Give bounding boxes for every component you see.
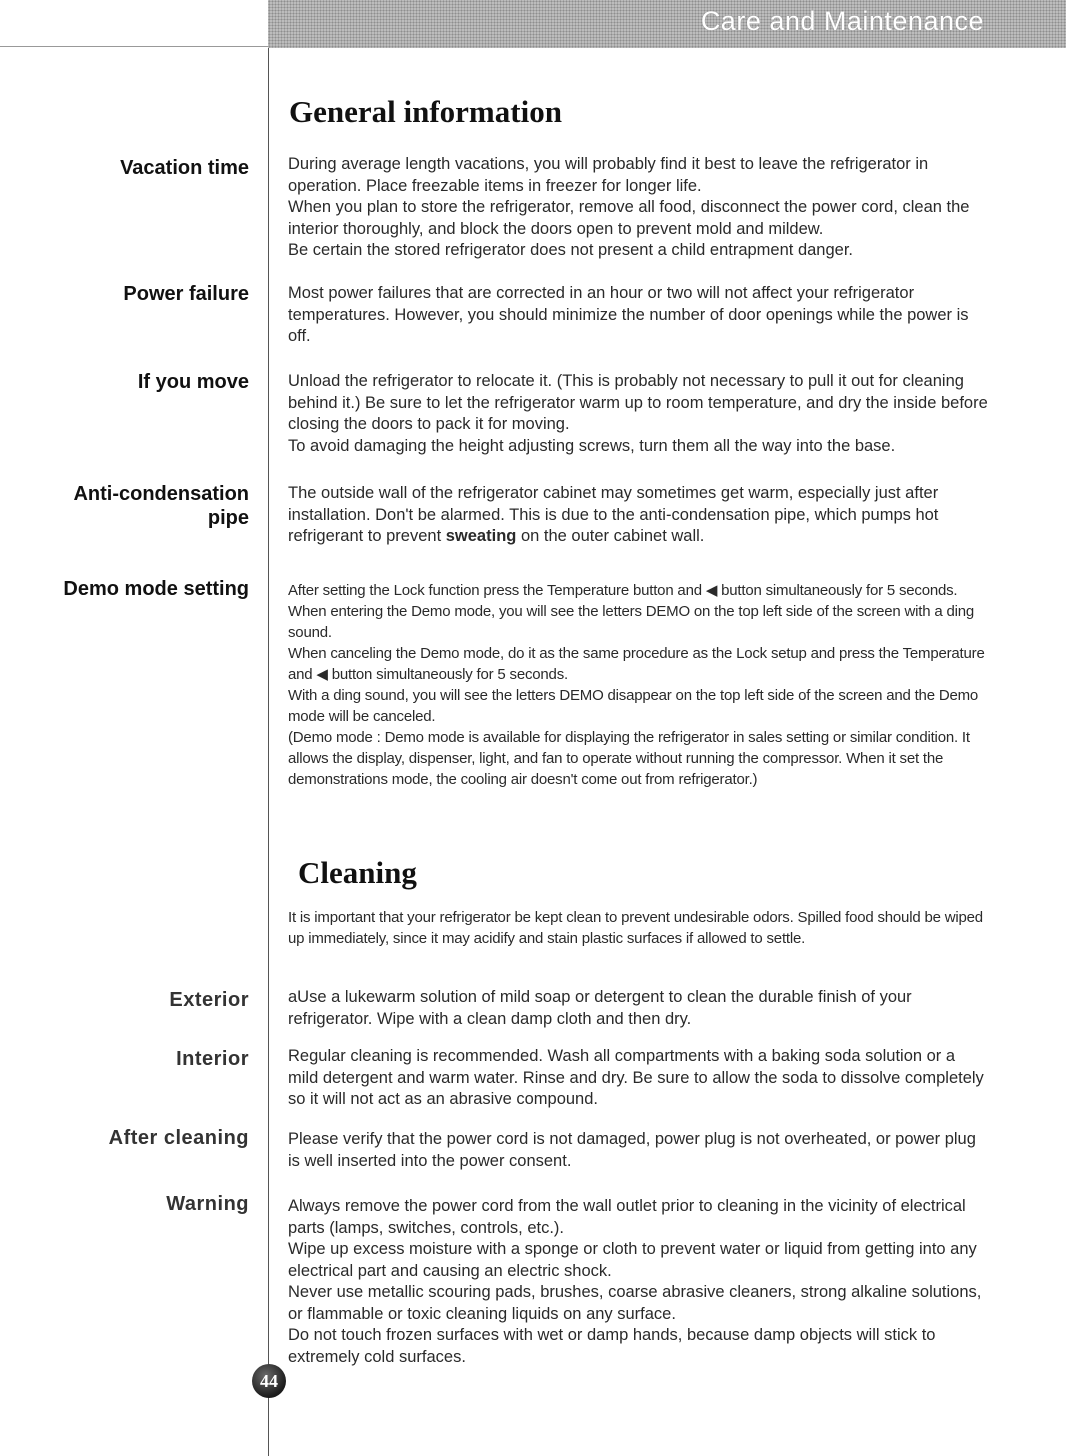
- section-title: Care and Maintenance: [700, 6, 984, 36]
- anti-condensation-label-line2: pipe: [207, 507, 249, 529]
- warning-label: Warning: [166, 1193, 249, 1215]
- demo-mode-text: After setting the Lock function press the Temperature button and ◀ button simultaneously for 5 seconds. When entering the Demo mode, you will see the letters DEMO on the top left side of the screen with a ding sound. When canceling the Demo mode, do it as the same procedure as the Lock setup and press the Temperature and ◀ button simultaneously for 5 seconds. With a ding sound, you will see the letters DEMO disappear on the top left side of the screen and the Demo mode will be canceled. (Demo mode : Demo mode is available for displaying the refrigerator in sales setting or similar condition. It allows the display, dispenser, light, and fan to operate without running the compressor. When it set the demonstrations mode, the cooling air doesn't come out from refrigerator.): [288, 582, 985, 788]
- header-rule: [0, 46, 268, 47]
- exterior-text: aUse a lukewarm solution of mild soap or detergent to clean the durable finish of your refrigerator. Wipe with a clean damp cloth and then dry.: [288, 988, 912, 1028]
- if-you-move-text: Unload the refrigerator to relocate it. (This is probably not necessary to pull it out for cleaning behind it.) Be sure to let the refrigerator warm up to room temperature, and dry the inside before closing the doors to pack it for moving. To avoid damaging the height adjusting screws, turn them all the way into the base.: [288, 372, 988, 455]
- demo-mode-label: Demo mode setting: [63, 578, 249, 600]
- vacation-time-label: Vacation time: [120, 157, 249, 179]
- vacation-time-text: During average length vacations, you will probably find it best to leave the refrigerator in operation. Place freezable items in freezer for longer life. When you plan to store the refrigerator, remove all food, disconnect the power cord, clean the interior thoroughly, and block the doors open to prevent mold and mildew. Be certain the stored refrigerator does not present a child entrapment danger.: [288, 155, 970, 259]
- after-cleaning-label: After cleaning: [108, 1127, 249, 1149]
- anti-condensation-text-part1: The outside wall of the refrigerator cabinet may sometimes get warm, especially just after installation. Don't be alarmed. This is due to the anti-condensation pipe, which pumps hot refrigerant to prevent: [288, 484, 939, 545]
- power-failure-text: Most power failures that are corrected in an hour or two will not affect your refrigerator temperatures. However, you should minimize the number of door openings while the power is off.: [288, 284, 969, 345]
- exterior-label: Exterior: [169, 989, 249, 1011]
- anti-condensation-text-part2: on the outer cabinet wall.: [516, 527, 705, 545]
- interior-label: Interior: [176, 1048, 249, 1070]
- page-number-badge: 44: [252, 1364, 286, 1398]
- sweating-word: sweating: [445, 527, 517, 545]
- warning-text: Always remove the power cord from the wall outlet prior to cleaning in the vicinity of electrical parts (lamps, switches, controls, etc.). Wipe up excess moisture with a sponge or cloth to prevent water or liquid from getting into any electrical part and causing an electric shock. Never use metallic scouring pads, brushes, coarse abrasive cleaners, strong alkaline solutions, or flammable or toxic cleaning liquids on any surface. Do not touch frozen surfaces with wet or damp hands, because damp objects will stick to extremely cold surfaces.: [288, 1197, 982, 1366]
- anti-condensation-text: [288, 483, 988, 548]
- general-information-heading: General information: [289, 94, 562, 129]
- if-you-move-label: If you move: [137, 371, 249, 393]
- anti-condensation-label: [73, 482, 249, 530]
- interior-text: Regular cleaning is recommended. Wash all compartments with a baking soda solution or a mild detergent and warm water. Rinse and dry. Be sure to allow the soda to dissolve completely so it will not act as an abrasive compound.: [288, 1047, 984, 1108]
- column-divider: [268, 48, 269, 1456]
- header-band: [268, 0, 1066, 48]
- cleaning-heading: Cleaning: [298, 855, 417, 890]
- anti-condensation-label-line1: Anti-condensation: [73, 483, 249, 505]
- power-failure-label: Power failure: [123, 283, 249, 305]
- after-cleaning-text: Please verify that the power cord is not damaged, power plug is not overheated, or power plug is well inserted into the power consent.: [288, 1130, 976, 1170]
- cleaning-intro-text: It is important that your refrigerator be kept clean to prevent undesirable odors. Spilled food should be wiped up immediately, since it may acidify and stain plastic surfaces if allowed to settle.: [288, 909, 983, 947]
